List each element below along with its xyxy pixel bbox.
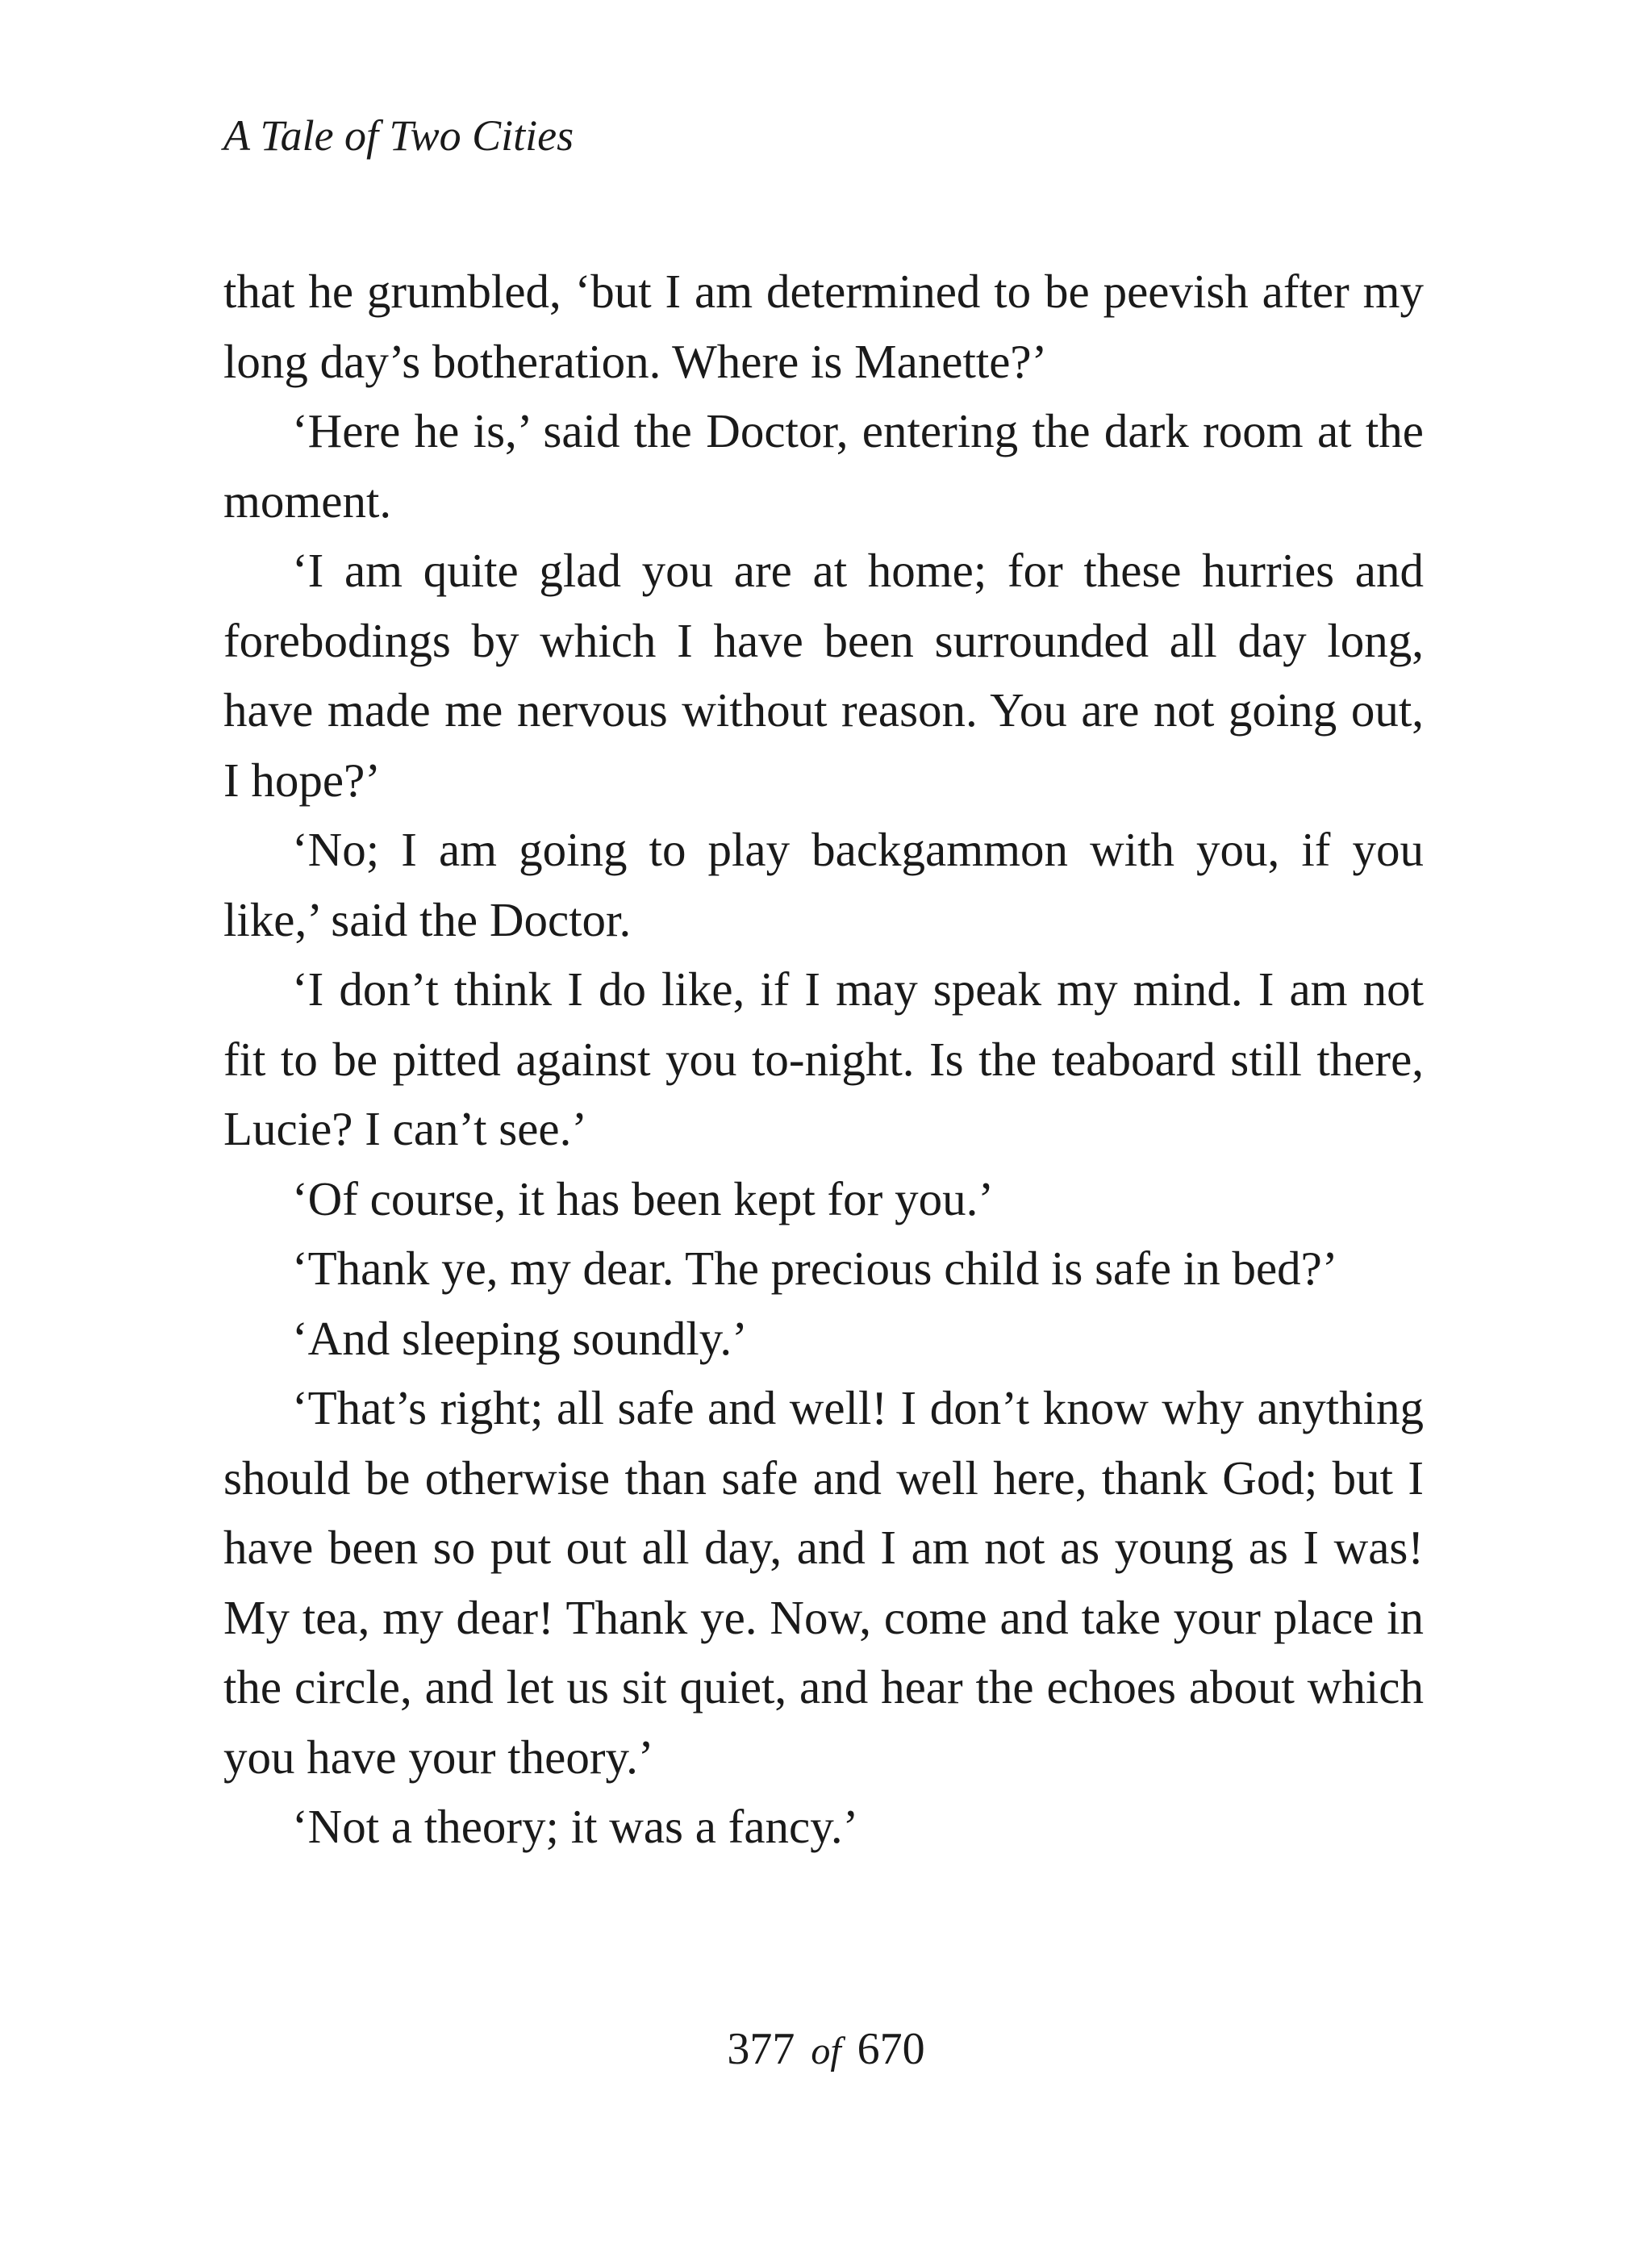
running-header-title: A Tale of Two Cities [223,111,574,160]
page-total: 670 [857,2024,925,2074]
paragraph: ‘Not a theory; it was a fancy.’ [292,1800,859,1853]
page-number [0,2017,1652,2084]
paragraph: ‘I don’t think I do like, if I may speak my mind. I am not fit to be pitted against you to-night. Is the teaboard still there, Lucie? I can’t see.’ [223,962,1424,1155]
body-text [223,257,1424,1862]
paragraph: ‘That’s right; all safe and well! I don’t know why anything should be otherwise than safe and well here, thank God; but I have been so put out all day, and I am not as young as I was! My tea, my dear! Thank ye. Now, come and take your place in the circle, and let us sit quiet, and hear the echoes about which you have your theory.’ [223,1381,1424,1784]
page-current: 377 [727,2024,795,2074]
paragraph: that he grumbled, ‘but I am determined to be peevish after my long day’s botheration. Where is Manette?’ [223,265,1424,388]
paragraph: ‘Thank ye, my dear. The precious child is safe in bed?’ [292,1242,1338,1295]
paragraph: ‘And sleeping soundly.’ [292,1311,748,1365]
paragraph: ‘Of course, it has been kept for you.’ [292,1171,994,1225]
page-of-label: of [811,2030,841,2072]
paragraph: ‘Here he is,’ said the Doctor, entering the dark room at the moment. [223,404,1424,528]
paragraph: ‘No; I am going to play backgammon with you, if you like,’ said the Doctor. [223,823,1424,946]
paragraph: ‘I am quite glad you are at home; for these hurries and forebodings by which I have been surrounded all day long, have made me nervous without reason. You are not going out, I hope?’ [223,544,1424,807]
